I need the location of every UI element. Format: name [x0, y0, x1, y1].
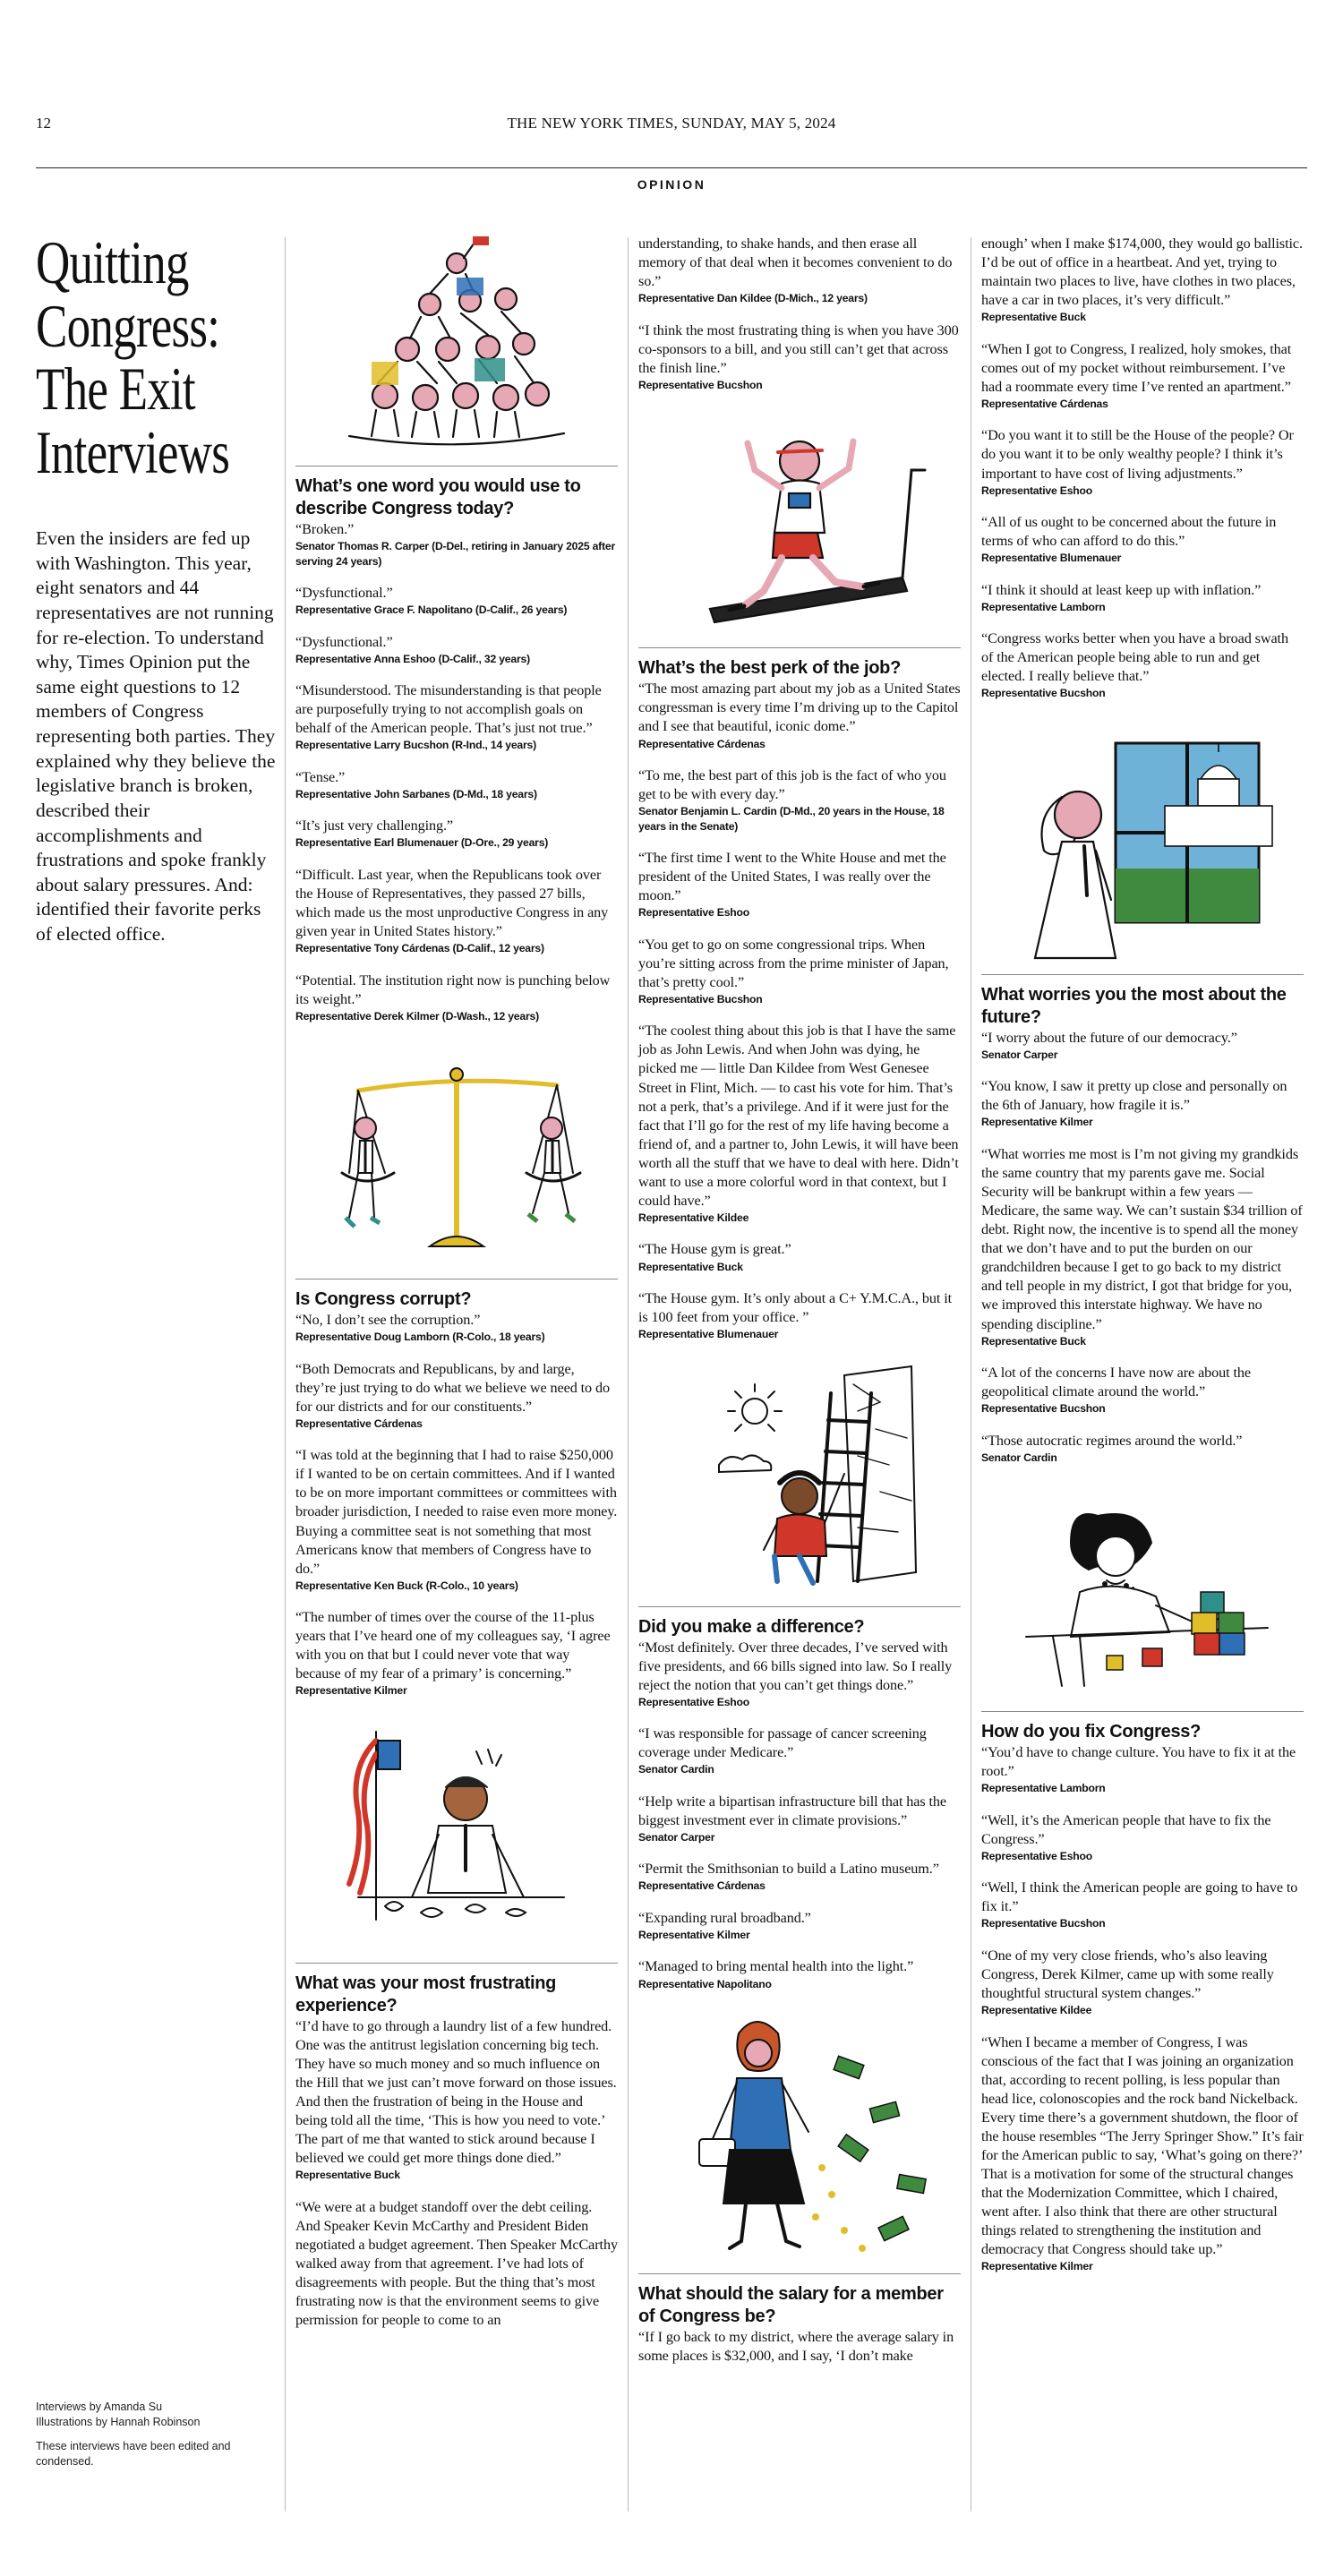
page-number: 12: [36, 115, 51, 132]
quote-text: “Broken.”: [295, 521, 355, 537]
speaker-attribution: Representative Buck: [981, 1334, 1086, 1348]
speaker-attribution: Representative Bucshon: [638, 378, 763, 391]
quote-text: understanding, to shake hands, and then erase all memory of that deal when it becomes convenient to do so.”: [638, 235, 953, 290]
quote-text: “Dysfunctional.”: [295, 633, 393, 650]
quote-text: “I was told at the beginning that I had to raise $250,000 if I wanted to be on certain committees. And if I wanted to be on more important committees or committees with broader jurisdiction, I needed to raise even more money. Buying a committee seat is not something that most Americans know that members of Congress have to do.”: [295, 1447, 618, 1577]
capitol-window-illustration: [1008, 716, 1277, 967]
article-column-1: [295, 235, 618, 2330]
speaker-attribution: Representative Earl Blumenauer (D-Ore., 29 years): [295, 836, 549, 850]
treadmill-runner-illustration: [665, 407, 934, 640]
article-column-3: [981, 235, 1304, 2289]
credit-interviews: Interviews by Amanda Su: [36, 2401, 163, 2413]
quote-text: “Both Democrats and Republicans, by and large, they’re just trying to do what we believe we need to do for our districts and for our constituents.”: [295, 1360, 610, 1415]
speaker-attribution: Representative Cárdenas: [295, 1416, 423, 1430]
speaker-attribution: Representative Eshoo: [638, 906, 750, 920]
quote-text: “We were at a budget standoff over the debt ceiling. And Speaker Kevin McCarthy and President Biden negotiated a budget agreement. Then Speaker McCarthy walked away from that agreement. I’ve had lots of disagreements with people. But the thing that’s most frustrating now is that the environment seems to give permission for people to come to an: [295, 2198, 618, 2329]
quote-text: “Misunderstood. The misunderstanding is that people are purposefully trying to not accomplish goals on behalf of the American people. That’s just not true.”: [295, 682, 602, 737]
speaker-attribution: Senator Benjamin L. Cardin (D-Md., 20 years in the House, 18 years in the Senate): [638, 805, 945, 833]
question-heading: Did you make a difference?: [638, 1606, 961, 1639]
question-heading: What’s the best perk of the job?: [638, 647, 961, 680]
speaker-attribution: Representative Bucshon: [981, 687, 1106, 700]
quote-text: “Well, I think the American people are going to have to fix it.”: [981, 1879, 1298, 1915]
speaker-attribution: Representative Bucshon: [981, 1402, 1106, 1416]
speaker-attribution: Representative Lamborn: [981, 1782, 1106, 1795]
speaker-attribution: Representative Kilmer: [638, 1929, 750, 1941]
speaker-attribution: Representative Napolitano: [638, 1977, 772, 1990]
quote-text: “Congress works better when you have a broad swath of the American people being able to run and get elected. I really believe that.”: [981, 630, 1288, 685]
speaker-attribution: Representative Cárdenas: [638, 737, 766, 750]
speaker-attribution: Senator Thomas R. Carper (D-Del., retiring in January 2025 after serving 24 years): [295, 540, 615, 568]
quote-text: “I think the most frustrating thing is when you have 300 co-sponsors to a bill, and you still can’t get that across the finish line.”: [638, 321, 959, 376]
quote-text: “All of us ought to be concerned about the future in terms of who can afford to do this.”: [981, 514, 1277, 550]
people-pyramid-illustration: [322, 235, 591, 458]
credits: [36, 2400, 269, 2478]
speaker-attribution: Representative Cárdenas: [981, 397, 1108, 410]
speaker-attribution: Representative Doug Lamborn (R-Colo., 18 years): [295, 1331, 545, 1344]
question-heading: Is Congress corrupt?: [295, 1279, 618, 1311]
quote-text: “You know, I saw it pretty up close and personally on the 6th of January, how fragile it is.”: [981, 1078, 1287, 1114]
masthead-dateline: THE NEW YORK TIMES, SUNDAY, MAY 5, 2024: [507, 115, 836, 132]
speaker-attribution: Representative Tony Cárdenas (D-Calif., 12 years): [295, 942, 544, 955]
quote-text: “The coolest thing about this job is that I have the same job as John Lewis. And when John was dying, he picked me — little Dan Kildee from West Genesee Street in Flint, Mich. — to cast his vote for him. That’s not a perk, that’s a privilege. And if it were just for the fact that I’ll go for the rest of my life having become a friend of, and a partner to, John Lewis, it will have been worth all the stuff that we have to deal with here. Didn’t want to use a more colorful word in that context, but I could have.”: [638, 1023, 959, 1209]
quote-text: “The House gym is great.”: [638, 1241, 791, 1258]
question-heading: What worries you the most about the future?: [981, 974, 1304, 1029]
quote-text: “You get to go on some congressional trips. When you’re sitting across from the prime minister of Japan, that’s pretty cool.”: [638, 936, 949, 990]
quote-text: “The first time I went to the White House and met the president of the United States, I was really over the moon.”: [638, 850, 946, 904]
frustrated-man-flag-illustration: [322, 1714, 591, 1956]
quote-text: “I worry about the future of our democracy.”: [981, 1029, 1237, 1046]
headline: Quitting Congress: The Exit Interviews: [36, 228, 230, 487]
quote-text: “I’d have to go through a laundry list of a few hundred. One was the antitrust legislation concerning big tech. They have so much money and so much influence on the Hill that we just can’t move forward on those issues. And then the frustration of being in the House and being told all the time, ‘This is how you need to vote.’ The part of me that wanted to stick around because I believed we could get more things done died.”: [295, 2017, 617, 2167]
speaker-attribution: Representative Eshoo: [981, 1849, 1093, 1862]
speaker-attribution: Senator Cardin: [638, 1763, 714, 1776]
speaker-attribution: Representative Kilmer: [981, 1116, 1093, 1129]
speaker-attribution: Representative Bucshon: [981, 1917, 1106, 1930]
quote-text: “You’d have to change culture. You have to fix it at the root.”: [981, 1744, 1296, 1780]
speaker-attribution: Senator Carper: [981, 1048, 1058, 1061]
speaker-attribution: Representative Dan Kildee (D-Mich., 12 years): [638, 292, 868, 305]
question-heading: What’s one word you would use to describe Congress today?: [295, 466, 618, 520]
question-heading: What was your most frustrating experience?: [295, 1963, 618, 2017]
ladder-climber-illustration: [665, 1357, 934, 1599]
quote-text: “Managed to bring mental health into the light.”: [638, 1958, 914, 1975]
column-rule: [628, 237, 629, 2512]
speaker-attribution: Representative Anna Eshoo (D-Calif., 32 years): [295, 652, 530, 665]
quote-text: “Well, it’s the American people that have to fix the Congress.”: [981, 1811, 1271, 1847]
speaker-attribution: Representative Eshoo: [638, 1695, 750, 1708]
speaker-attribution: Representative Buck: [638, 1260, 743, 1273]
speaker-attribution: Representative Kildee: [638, 1211, 749, 1224]
speaker-attribution: Senator Cardin: [981, 1451, 1057, 1464]
speaker-attribution: Representative Bucshon: [638, 992, 763, 1006]
quote-text: “Permit the Smithsonian to build a Latino museum.”: [638, 1861, 939, 1878]
quote-text: “I think it should at least keep up with inflation.”: [981, 581, 1262, 598]
quote-text: “Those autocratic regimes around the world.”: [981, 1432, 1243, 1449]
quote-text: “One of my very close friends, who’s also leaving Congress, Derek Kilmer, came up with some really thoughtful structural system changes.”: [981, 1947, 1274, 2002]
speaker-attribution: Representative Eshoo: [981, 484, 1093, 497]
speaker-attribution: Senator Carper: [638, 1830, 715, 1844]
speaker-attribution: Representative Cárdenas: [638, 1879, 766, 1893]
speaker-attribution: Representative Kilmer: [295, 1684, 407, 1698]
speaker-attribution: Representative Ken Buck (R-Colo., 10 years): [295, 1579, 518, 1592]
article-column-2: [638, 235, 961, 2366]
quote-text: “No, I don’t see the corruption.”: [295, 1312, 481, 1329]
quote-text: “The House gym. It’s only about a C+ Y.M.C.A., but it is 100 feet from your office. ”: [638, 1289, 953, 1326]
speaker-attribution: Representative Derek Kilmer (D-Wash., 12 years): [295, 1009, 539, 1023]
speaker-attribution: Representative Buck: [295, 2169, 400, 2182]
quote-text: “Help write a bipartisan infrastructure bill that has the biggest investment ever in climate provisions.”: [638, 1793, 947, 1828]
question-heading: What should the salary for a member of Congress be?: [638, 2273, 961, 2328]
quote-text: enough’ when I make $174,000, they would go ballistic. I’d be out of office in a heartbeat. And yet, trying to maintain two places to live, have clothes in two places, have a car in two places, it’s very difficult.”: [981, 235, 1303, 309]
quote-text: “When I became a member of Congress, I was conscious of the fact that I was joining an organization that, according to recent polling, is less popular than head lice, colonoscopies and the rock band Nickelback. Every time there’s a government shutdown, the floor of the house resembles “The Jerry Springer Show.” It’s fair for the American public to say, ‘What’s going on there?’ That is a motivation for some of the structural changes that the Modernization Committee, which I chaired, went after. I also think that there are other structural things related to strengthening the institution and democracy that Congress should take up.”: [981, 2033, 1304, 2258]
quote-text: “Do you want it to still be the House of the people? Or do you want it to be only wealthy people? I think it’s important to have cost of living adjustments.”: [981, 427, 1294, 482]
quote-text: “Potential. The institution right now is punching below its weight.”: [295, 971, 611, 1007]
quote-text: “What worries me most is I’m not giving my grandkids the same country that my parents gave me. Social Security will be bankrupt within a few years — Medicare, the same way. We can’t sustain $34 trillion of debt. Right now, the incentive is to spend all the money that we don’t have and to put the burden on our grandchildren because I get to go back to my district and tell people in my district, I got that bridge for you, we improved this interstate highway. We have no spending discipline.”: [981, 1145, 1303, 1332]
column-rule: [285, 237, 286, 2512]
quote-text: “The most amazing part about my job as a United States congressman is every time I’m driving up to the Capitol and I see that beautiful, iconic dome.”: [638, 680, 961, 735]
speaker-attribution: Representative Kildee: [981, 2004, 1092, 2017]
top-rule: [36, 167, 1307, 168]
quote-text: “If I go back to my district, where the average salary in some places is $32,000, and I say, ‘I don’t make: [638, 2329, 954, 2365]
speaker-attribution: Representative John Sarbanes (D-Md., 18 years): [295, 787, 537, 800]
balance-scale-illustration: [322, 1039, 591, 1271]
speaker-attribution: Representative Blumenauer: [981, 552, 1122, 565]
quote-text: “Expanding rural broadband.”: [638, 1909, 811, 1926]
quote-text: “When I got to Congress, I realized, holy smokes, that comes out of my pocket without reimbursement. I’ve had a roommate every time I’ve rented an apartment.”: [981, 340, 1292, 395]
quote-text: “Difficult. Last year, when the Republicans took over the House of Representatives, they passed 27 bills, which made us the most unproductive Congress in any given year in United States history.”: [295, 866, 609, 939]
credit-illustrations: Illustrations by Hannah Robinson: [36, 2415, 201, 2428]
intro-paragraph: Even the insiders are fed up with Washington. This year, eight senators and 44 representatives are not running for re-election. To understand why, Times Opinion put the same eight questions to 12 members of Congress representing both parties. They explained why they believe the legislative branch is broken, described their accomplishments and frustrations and spoke frankly about salary pressures. And: identified their favorite perks of elected office.: [36, 527, 276, 945]
edit-note: These interviews have been edited and condensed.: [36, 2439, 231, 2468]
speaker-attribution: Representative Blumenauer: [638, 1328, 779, 1341]
speaker-attribution: Representative Grace F. Napolitano (D-Calif., 26 years): [295, 603, 568, 617]
speaker-attribution: Representative Lamborn: [981, 600, 1106, 613]
woman-dropping-money-illustration: [656, 2007, 943, 2266]
quote-text: “To me, the best part of this job is the fact of who you get to be with every day.”: [638, 766, 946, 803]
section-label: OPINION: [637, 177, 706, 192]
speaker-attribution: Representative Buck: [981, 311, 1086, 324]
quote-text: “I was responsible for passage of cancer screening coverage under Medicare.”: [638, 1725, 927, 1761]
woman-stacking-blocks-illustration: [999, 1480, 1286, 1704]
quote-text: “The number of times over the course of the 11-plus years that I’ve heard one of my colleagues say, ‘I agree with you on that but I could never vote that way because of my fear of a primary’ is concerning.”: [295, 1609, 611, 1682]
quote-text: “A lot of the concerns I have now are about the geopolitical climate around the world.”: [981, 1365, 1251, 1400]
quote-text: “Dysfunctional.”: [295, 585, 393, 601]
quote-text: “Most definitely. Over three decades, I’ve served with five presidents, and 66 bills signed into law. So I really reject the notion that you can’t get things done.”: [638, 1639, 953, 1693]
speaker-attribution: Representative Larry Bucshon (R-Ind., 14 years): [295, 739, 536, 752]
quote-text: “It’s just very challenging.”: [295, 817, 454, 834]
question-heading: How do you fix Congress?: [981, 1711, 1304, 1743]
quote-text: “Tense.”: [295, 768, 346, 785]
speaker-attribution: Representative Kilmer: [981, 2260, 1093, 2273]
